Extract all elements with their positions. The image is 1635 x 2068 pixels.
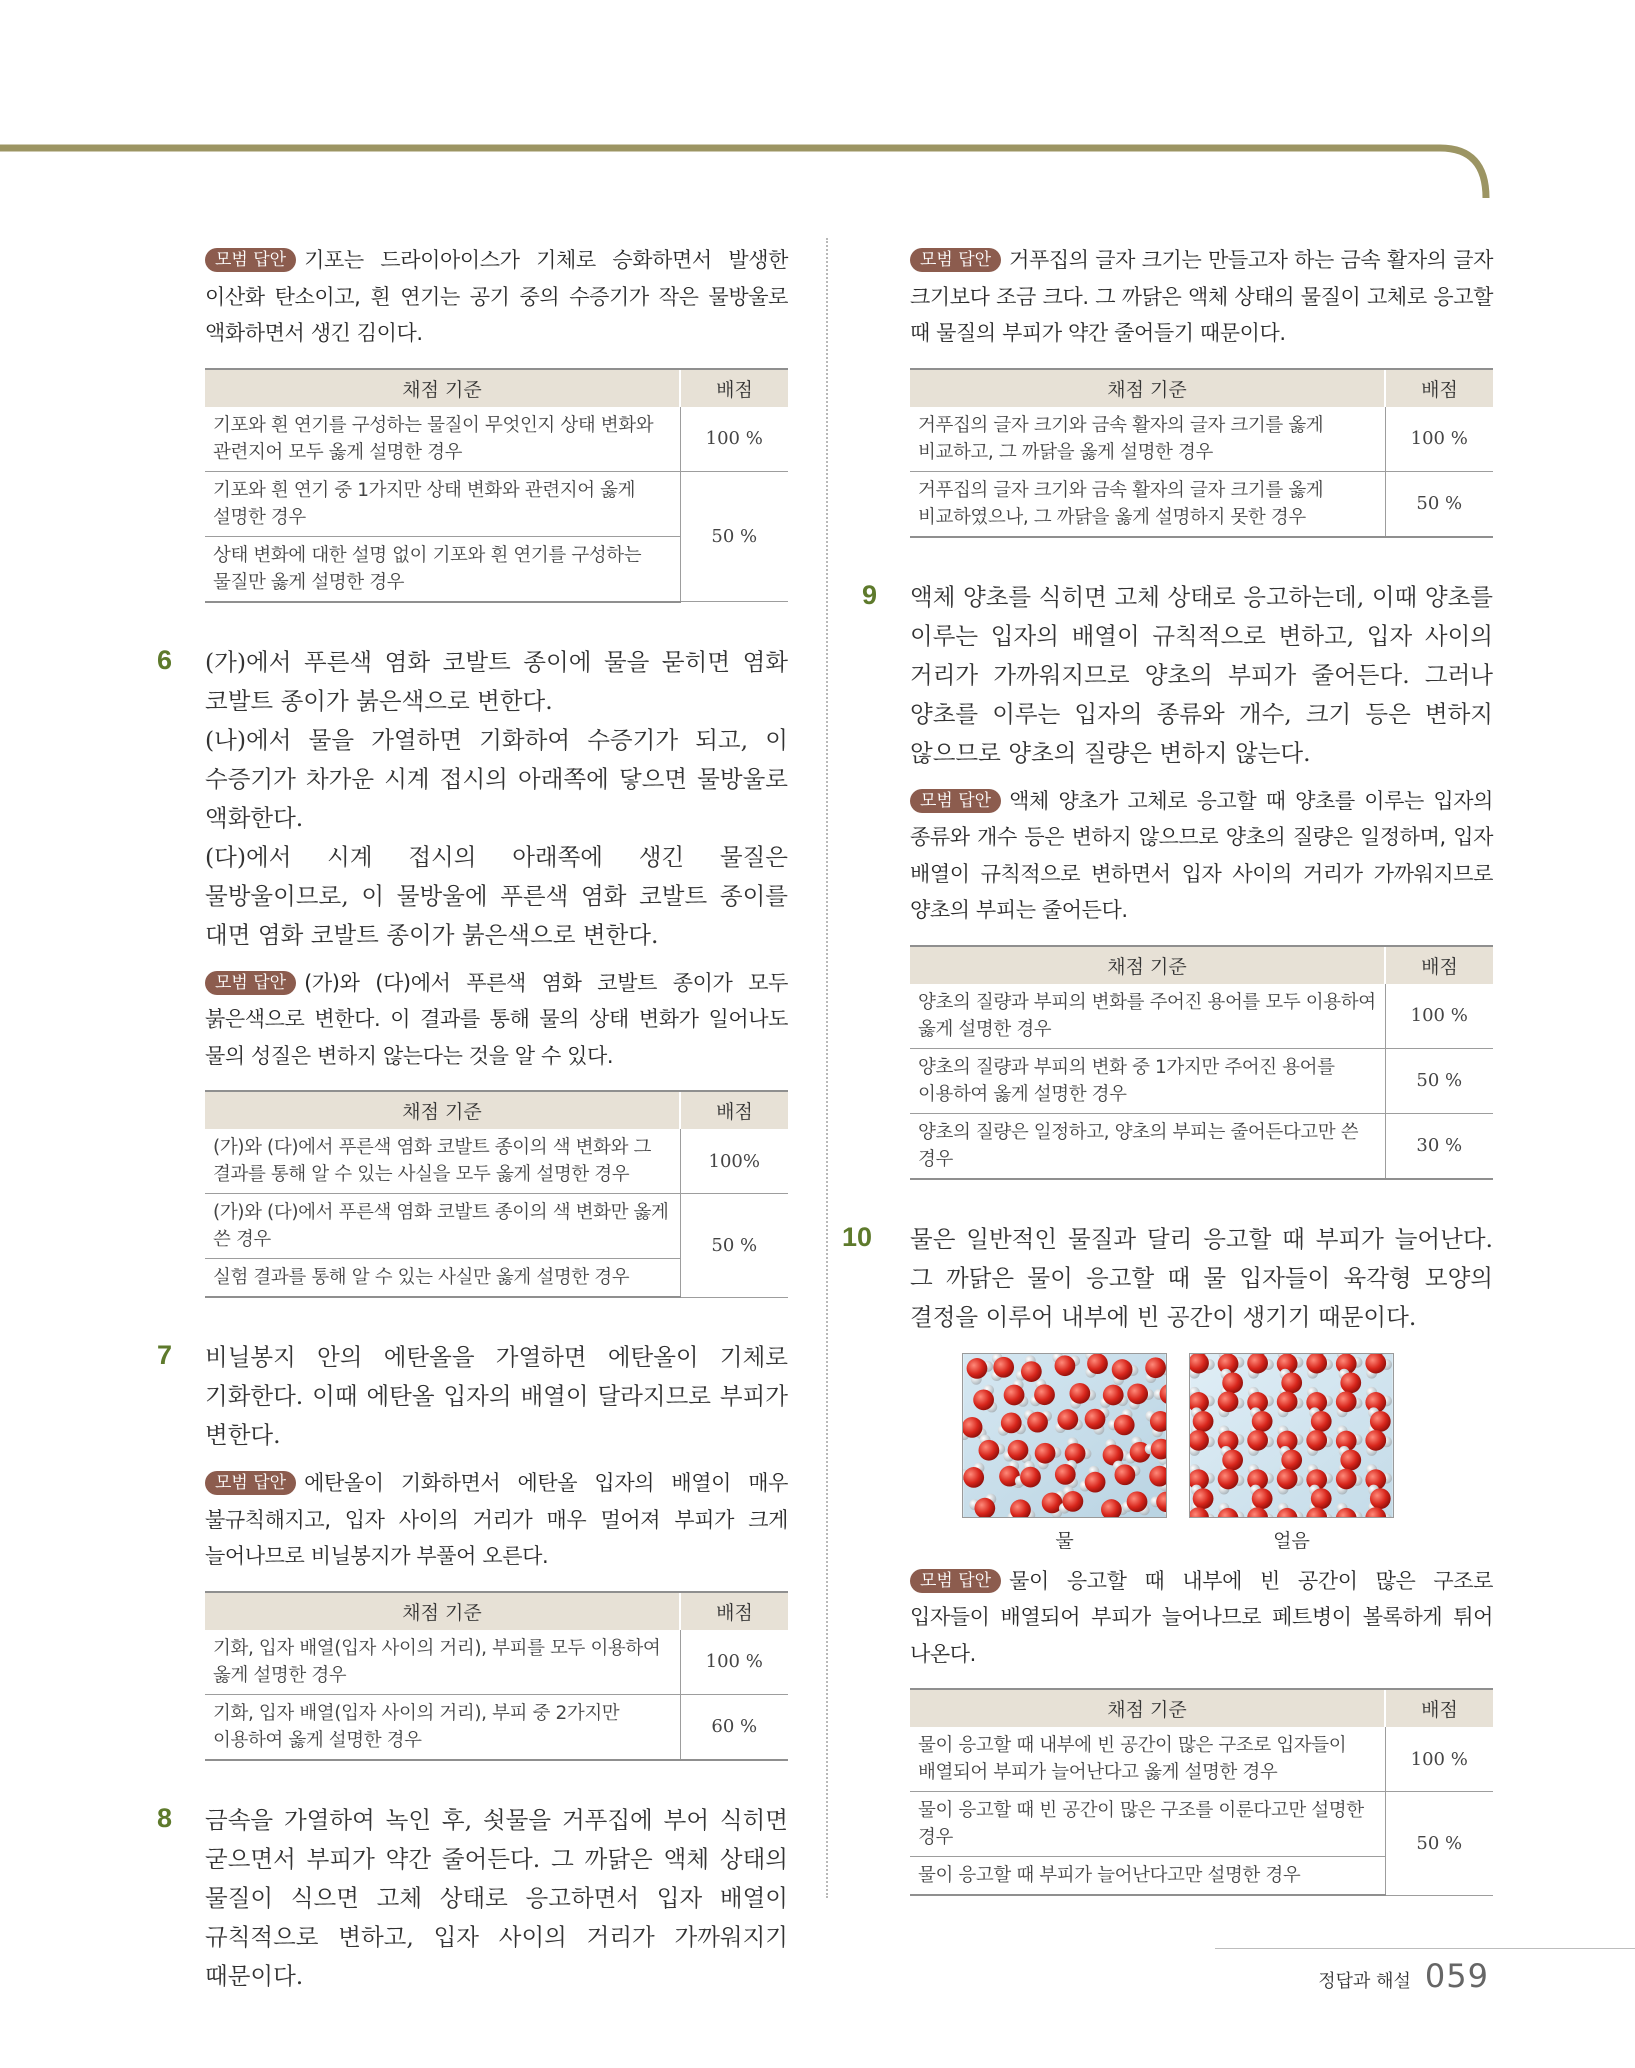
explanation-paragraph: (가)에서 푸른색 염화 코발트 종이에 물을 묻히면 염화 코발트 종이가 붉은색으로 변한다.	[205, 647, 788, 715]
score-cell: 100 %	[680, 1630, 788, 1695]
table-row	[205, 1194, 788, 1259]
criteria-cell: 거푸집의 글자 크기와 금속 활자의 글자 크기를 옳게 비교하였으나, 그 까닭을 옳게 설명하지 못한 경우	[910, 471, 1385, 537]
table-row	[910, 1048, 1493, 1113]
table-row	[205, 407, 788, 472]
left-column	[157, 232, 788, 2010]
ice-crystal-icon	[1189, 1353, 1394, 1518]
page-footer	[1318, 1957, 1489, 1995]
model-answer-badge: 모범 답안	[205, 971, 296, 995]
criteria-cell: (가)와 (다)에서 푸른색 염화 코발트 종이의 색 변화만 옳게 쓴 경우	[205, 1194, 680, 1259]
figure-caption: 물	[1055, 1529, 1074, 1552]
model-answer-badge: 모범 답안	[205, 1471, 296, 1495]
column-divider	[826, 238, 828, 1898]
model-answer-text: 기포는 드라이아이스가 기체로 승화하면서 발생한 이산화 탄소이고, 흰 연기는 공기 중의 수증기가 작은 물방울로 액화하면서 생긴 김이다.	[205, 248, 788, 345]
grading-table	[910, 368, 1493, 538]
score-header: 배점	[1385, 946, 1493, 984]
model-answer-badge: 모범 답안	[205, 248, 296, 272]
model-answer	[205, 1465, 788, 1575]
score-header: 배점	[1385, 1689, 1493, 1727]
criteria-cell: 물이 응고할 때 부피가 늘어난다고만 설명한 경우	[910, 1857, 1385, 1896]
score-header: 배점	[1385, 369, 1493, 407]
footer-label: 정답과 해설	[1318, 1971, 1411, 1992]
table-row	[910, 984, 1493, 1049]
criteria-cell: 물이 응고할 때 빈 공간이 많은 구조를 이룬다고만 설명한 경우	[910, 1792, 1385, 1857]
question-number: 7	[157, 1340, 173, 1370]
criteria-cell: 양초의 질량과 부피의 변화를 주어진 용어를 모두 이용하여 옳게 설명한 경우	[910, 984, 1385, 1049]
score-cell: 30 %	[1385, 1113, 1493, 1179]
table-row	[910, 1792, 1493, 1857]
question-number: 10	[842, 1221, 873, 1252]
table-row	[910, 1113, 1493, 1179]
table-row	[910, 471, 1493, 537]
table-row	[205, 1630, 788, 1695]
right-column	[842, 232, 1493, 1936]
score-cell: 50 %	[1385, 1048, 1493, 1113]
criteria-header: 채점 기준	[910, 369, 1385, 407]
page-number: 059	[1424, 1957, 1489, 1995]
criteria-cell: 거푸집의 글자 크기와 금속 활자의 글자 크기를 옳게 비교하고, 그 까닭을 옳게 설명한 경우	[910, 407, 1385, 472]
criteria-cell: 상태 변화에 대한 설명 없이 기포와 흰 연기를 구성하는 물질만 옳게 설명한 경우	[205, 536, 680, 602]
criteria-cell: 양초의 질량은 일정하고, 양초의 부피는 줄어든다고만 쓴 경우	[910, 1113, 1385, 1179]
model-answer-text: 에탄올이 기화하면서 에탄올 입자의 배열이 매우 불규칙해지고, 입자 사이의 거리가 매우 멀어져 부피가 크게 늘어나므로 비닐봉지가 부풀어 오른다.	[205, 1471, 788, 1568]
score-cell: 50 %	[1385, 1792, 1493, 1896]
criteria-header: 채점 기준	[205, 369, 680, 407]
table-row	[205, 471, 788, 536]
score-cell: 100%	[680, 1129, 788, 1194]
model-answer-badge: 모범 답안	[910, 1569, 1001, 1593]
model-answer-badge: 모범 답안	[910, 248, 1001, 272]
criteria-header: 채점 기준	[205, 1091, 680, 1129]
model-answer	[910, 242, 1493, 352]
score-cell: 100 %	[1385, 984, 1493, 1049]
criteria-cell: 기포와 흰 연기를 구성하는 물질이 무엇인지 상태 변화와 관련지어 모두 옳게 설명한 경우	[205, 407, 680, 472]
grading-table	[910, 945, 1493, 1180]
score-cell: 60 %	[680, 1694, 788, 1760]
criteria-cell: (가)와 (다)에서 푸른색 염화 코발트 종이의 색 변화와 그 결과를 통해 알 수 있는 사실을 모두 옳게 설명한 경우	[205, 1129, 680, 1194]
explanation-paragraph: 물은 일반적인 물질과 달리 응고할 때 부피가 늘어난다. 그 까닭은 물이 응고할 때 물 입자들이 육각형 모양의 결정을 이루어 내부에 빈 공간이 생기기 때문이다.	[910, 1224, 1493, 1331]
model-answer	[205, 965, 788, 1075]
question-9	[862, 578, 1493, 1180]
explanation-paragraph: 비닐봉지 안의 에탄올을 가열하면 에탄올이 기체로 기화한다. 이때 에탄올 입자의 배열이 달라지므로 부피가 변한다.	[205, 1343, 788, 1449]
grading-table	[910, 1688, 1493, 1896]
table-row	[910, 1727, 1493, 1792]
top-accent-rule	[0, 0, 1635, 220]
criteria-cell: 물이 응고할 때 내부에 빈 공간이 많은 구조로 입자들이 배열되어 부피가 늘어난다고 옳게 설명한 경우	[910, 1727, 1385, 1792]
figure-caption: 얼음	[1273, 1529, 1310, 1552]
water-figure	[962, 1353, 1167, 1553]
table-row	[910, 407, 1493, 472]
question-8	[157, 1801, 788, 1996]
score-cell: 50 %	[1385, 471, 1493, 537]
molecule-figure	[962, 1353, 1493, 1553]
question-number: 8	[157, 1802, 173, 1833]
criteria-cell: 기화, 입자 배열(입자 사이의 거리), 부피 중 2가지만 이용하여 옳게 설명한 경우	[205, 1694, 680, 1760]
footer-rule	[1215, 1948, 1635, 1949]
model-answer-badge: 모범 답안	[910, 789, 1001, 813]
table-row	[205, 1129, 788, 1194]
grading-table	[205, 1090, 788, 1298]
score-header: 배점	[680, 1592, 788, 1630]
question-7	[157, 1338, 788, 1761]
score-header: 배점	[680, 1091, 788, 1129]
score-cell: 50 %	[680, 471, 788, 602]
criteria-cell: 실험 결과를 통해 알 수 있는 사실만 옳게 설명한 경우	[205, 1259, 680, 1298]
model-answer	[205, 242, 788, 352]
question-8-answer	[910, 242, 1493, 538]
score-cell: 100 %	[680, 407, 788, 472]
model-answer-text: 물이 응고할 때 내부에 빈 공간이 많은 구조로 입자들이 배열되어 부피가 늘어나므로 페트병이 볼록하게 튀어 나온다.	[910, 1568, 1493, 1666]
grading-table	[205, 1591, 788, 1761]
model-answer	[910, 783, 1493, 929]
explanation-paragraph: 액체 양초를 식히면 고체 상태로 응고하는데, 이때 양초를 이루는 입자의 배열이 규칙적으로 변하고, 입자 사이의 거리가 가까워지므로 양초의 부피가 줄어든다. 그러나 양초를 이루는 입자의 종류와 개수, 크기 등은 변하지 않으므로 양초의 질량은 변하지 않는다.	[910, 582, 1493, 767]
question-10	[842, 1220, 1493, 1897]
score-header: 배점	[680, 369, 788, 407]
score-cell: 100 %	[1385, 1727, 1493, 1792]
model-answer-text: 거푸집의 글자 크기는 만들고자 하는 금속 활자의 글자 크기보다 조금 크다. 그 까닭은 액체 상태의 물질이 고체로 응고할 때 물질의 부피가 약간 줄어들기 때문이다.	[910, 248, 1493, 345]
water-molecules-icon	[962, 1353, 1167, 1518]
question-number: 6	[157, 644, 173, 675]
question-6	[157, 643, 788, 1299]
criteria-header: 채점 기준	[910, 946, 1385, 984]
explanation-paragraph: (나)에서 물을 가열하면 기화하여 수증기가 되고, 이 수증기가 차가운 시계 접시의 아래쪽에 닿으면 물방울로 액화한다.	[205, 725, 788, 832]
explanation-paragraph: (다)에서 시계 접시의 아래쪽에 생긴 물질은 물방울이므로, 이 물방울에 푸른색 염화 코발트 종이를 대면 염화 코발트 종이가 붉은색으로 변한다.	[205, 842, 788, 949]
criteria-header: 채점 기준	[205, 1592, 680, 1630]
model-answer	[910, 1563, 1493, 1673]
criteria-cell: 기화, 입자 배열(입자 사이의 거리), 부피를 모두 이용하여 옳게 설명한 경우	[205, 1630, 680, 1695]
score-cell: 50 %	[680, 1194, 788, 1298]
question-number: 9	[862, 579, 878, 610]
table-row	[205, 1694, 788, 1760]
score-cell: 100 %	[1385, 407, 1493, 472]
explanation-paragraph: 금속을 가열하여 녹인 후, 쇳물을 거푸집에 부어 식히면 굳으면서 부피가 약간 줄어든다. 그 까닭은 액체 상태의 물질이 식으면 고체 상태로 응고하면서 입자 배열이 규칙적으로 변하고, 입자 사이의 거리가 가까워지기 때문이다.	[205, 1805, 788, 1990]
criteria-header: 채점 기준	[910, 1689, 1385, 1727]
criteria-cell: 기포와 흰 연기 중 1가지만 상태 변화와 관련지어 옳게 설명한 경우	[205, 471, 680, 536]
model-answer-text: (가)와 (다)에서 푸른색 염화 코발트 종이가 모두 붉은색으로 변한다. 이 결과를 통해 물의 상태 변화가 일어나도 물의 성질은 변하지 않는다는 것을 알 수 있다.	[205, 970, 788, 1068]
question-5-answer	[205, 242, 788, 603]
ice-figure	[1189, 1353, 1394, 1553]
grading-table	[205, 368, 788, 603]
criteria-cell: 양초의 질량과 부피의 변화 중 1가지만 주어진 용어를 이용하여 옳게 설명한 경우	[910, 1048, 1385, 1113]
model-answer-text: 액체 양초가 고체로 응고할 때 양초를 이루는 입자의 종류와 개수 등은 변하지 않으므로 양초의 질량은 일정하며, 입자 배열이 규칙적으로 변하면서 입자 사이의 거리가 가까워지므로 양초의 부피는 줄어든다.	[910, 788, 1493, 922]
